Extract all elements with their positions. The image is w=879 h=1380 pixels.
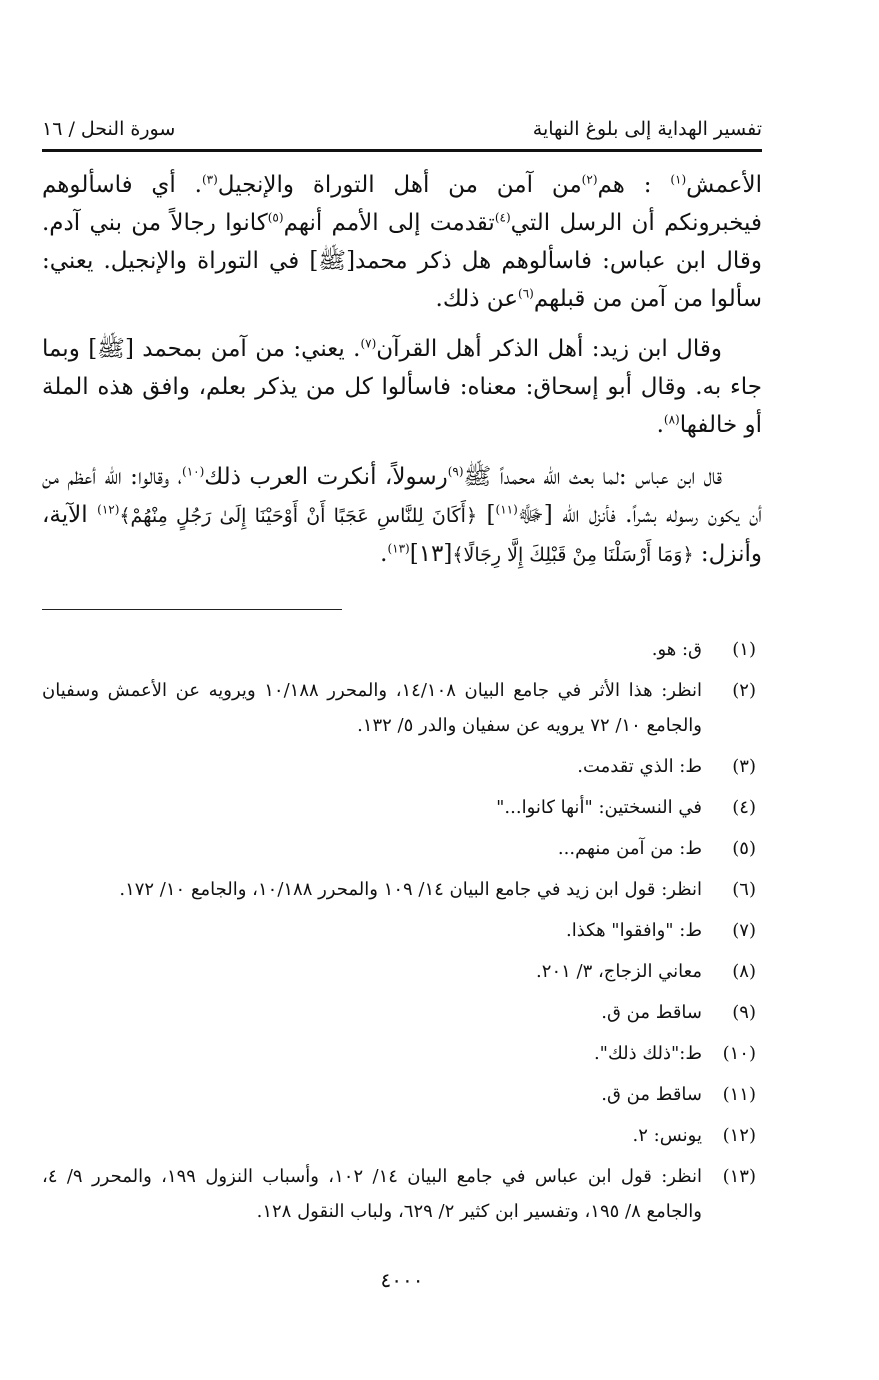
footnote bbox=[42, 1118, 762, 1153]
footnote-ref: (١) bbox=[670, 172, 687, 187]
footnote-number: (٨) bbox=[732, 961, 756, 982]
quran-verse: ﴿أَكَانَ لِلنَّاسِ عَجَبًا أَنْ أَوْحَيْنَا إِلَىٰ رَجُلٍ مِنْهُمْ﴾ bbox=[119, 505, 478, 527]
footnote-text: ساقط من ق. bbox=[601, 1002, 702, 1023]
footnote-number: (٥) bbox=[732, 838, 756, 859]
footnote-ref: (١٢) bbox=[97, 502, 120, 517]
footnote bbox=[42, 749, 762, 784]
running-header bbox=[42, 110, 762, 148]
footnote-text: ط: "وافقوا" هكذا. bbox=[565, 920, 702, 941]
footnote-number: (١١) bbox=[722, 1084, 756, 1105]
text-run: تقدمت إلى الأمم أنهم bbox=[283, 210, 495, 236]
footnote-separator bbox=[42, 609, 342, 610]
footnote-ref: (١١) bbox=[495, 502, 518, 517]
footnote bbox=[42, 790, 762, 825]
footnote-ref: (٤) bbox=[494, 210, 511, 225]
book-title: تفسير الهداية إلى بلوغ النهاية bbox=[532, 118, 762, 140]
footnotes bbox=[42, 632, 762, 1235]
footnote bbox=[42, 1036, 762, 1071]
footnote bbox=[42, 1159, 762, 1229]
footnote-number: (١) bbox=[732, 639, 756, 660]
text-run: وقال ابن زيد: أهل الذكر أهل القرآن bbox=[376, 336, 722, 362]
footnote-number: (١٠) bbox=[722, 1043, 756, 1064]
footnote bbox=[42, 913, 762, 948]
text-run: . أي فاسألوهم فيخبرونكم أن الرسل التي bbox=[42, 172, 762, 236]
footnote-ref: (١٠) bbox=[182, 464, 205, 479]
text-run: . يعني: من آمن بمحمد [ﷺ] وبما جاء به. وقال أبو إسحاق: معناه: فاسألوا كل من يذكر بعلم، وافق هذه الملة أو خالفها bbox=[42, 336, 762, 438]
footnote-text: يونس: ٢. bbox=[632, 1125, 702, 1146]
footnote-ref: (١٣) bbox=[387, 541, 410, 556]
footnote-text: ق: هو. bbox=[651, 639, 702, 660]
footnote-text: ط:"ذلك ذلك". bbox=[593, 1043, 702, 1064]
book-page bbox=[42, 0, 762, 1380]
text-run: عن ذلك. bbox=[435, 286, 519, 312]
footnote-number: (٢) bbox=[732, 680, 756, 701]
surah-info: سورة النحل / ١٦ bbox=[42, 118, 176, 140]
footnote-number: (٦) bbox=[732, 879, 756, 900]
footnote bbox=[42, 673, 762, 743]
text-run: ] bbox=[477, 502, 496, 528]
footnote-text: ط: من آمن منهم... bbox=[557, 838, 702, 859]
text-run: . bbox=[380, 541, 388, 567]
text-run: كانوا رجالاً من بني آدم. وقال ابن عباس: فاسألوهم هل ذكر محمد[ﷺ] في التوراة والإنجيل. يعني: سألوا من آمن من قبلهم bbox=[42, 210, 762, 312]
footnote-number: (٤) bbox=[732, 797, 756, 818]
footnote-ref: (٨) bbox=[663, 412, 680, 427]
salawat-glyph: ﷺ bbox=[463, 464, 492, 490]
footnote bbox=[42, 632, 762, 667]
page-number: ٤٠٠٠ bbox=[380, 1268, 424, 1292]
footnote bbox=[42, 995, 762, 1030]
footnote-text: معاني الزجاج، ٣/ ٢٠١. bbox=[536, 961, 702, 982]
text-run: : هم bbox=[597, 172, 671, 198]
paragraph-1 bbox=[42, 166, 762, 318]
glorification-glyph: ﷻ bbox=[517, 502, 544, 528]
footnote-text: في النسختين: "أنها كانوا..." bbox=[496, 797, 702, 818]
text-run: ، وقالوا: الله أعظم من أن يكون رسوله بشراً. فأنزل الله [ bbox=[42, 464, 762, 528]
header-rule bbox=[42, 149, 762, 152]
paragraph-3 bbox=[42, 458, 762, 574]
footnote-number: (٩) bbox=[732, 1002, 756, 1023]
footnote-text: انظر: هذا الأثر في جامع البيان ١٤/١٠٨، والمحرر ١٠/١٨٨ ويرويه عن الأعمش وسفيان والجامع ١٠/ ٧٢ يرويه عن سفيان والدر ٥/ ١٣٢. bbox=[42, 680, 702, 736]
footnote-number: (٧) bbox=[732, 920, 756, 941]
footnote-text: انظر: قول ابن عباس في جامع البيان ١٤/ ١٠٢، وأسباب النزول ١٩٩، والمحرر ٩/ ٤، والجامع ٨/ ١٩٥، وتفسير ابن كثير ٢/ ٦٢٩، ولباب النقول ١٢٨. bbox=[42, 1166, 702, 1222]
footnote bbox=[42, 872, 762, 907]
footnote-ref: (٦) bbox=[518, 286, 534, 301]
text-run: رسولاً، أنكرت العرب ذلك bbox=[204, 464, 448, 490]
footnote-ref: (٥) bbox=[267, 210, 284, 225]
footnote-text: انظر: قول ابن زيد في جامع البيان ١٤/ ١٠٩ والمحرر ١٠/١٨٨، والجامع ١٠/ ١٧٢. bbox=[119, 879, 702, 900]
footnote-ref: (٢) bbox=[581, 172, 598, 187]
footnote-number: (١٣) bbox=[722, 1166, 756, 1187]
verse-number: [١٣] bbox=[409, 541, 453, 567]
footnote bbox=[42, 954, 762, 989]
footnote-text: ساقط من ق. bbox=[601, 1084, 702, 1105]
text-run: قال ابن عباس :لما بعث الله محمداً bbox=[491, 464, 722, 490]
footnote bbox=[42, 831, 762, 866]
quran-verse: ﴿وَمَا أَرْسَلْنَا مِنْ قَبْلِكَ إِلَّا رِجَالًا﴾ bbox=[452, 544, 694, 566]
footnote bbox=[42, 1077, 762, 1112]
text-run: الأعمش bbox=[686, 172, 763, 198]
footnote-number: (٣) bbox=[732, 756, 756, 777]
text-run: . bbox=[656, 412, 664, 438]
text-run: الآية، وأنزل: bbox=[42, 502, 762, 567]
footnote-text: ط: الذي تقدمت. bbox=[577, 756, 702, 777]
footnote-ref: (٩) bbox=[447, 464, 464, 479]
footnote-ref: (٣) bbox=[201, 172, 218, 187]
footnote-ref: (٧) bbox=[360, 336, 377, 351]
footnote-number: (١٢) bbox=[722, 1125, 756, 1146]
text-run: من آمن من أهل التوراة والإنجيل bbox=[217, 172, 582, 198]
paragraph-2 bbox=[42, 330, 762, 444]
main-text bbox=[42, 166, 762, 588]
